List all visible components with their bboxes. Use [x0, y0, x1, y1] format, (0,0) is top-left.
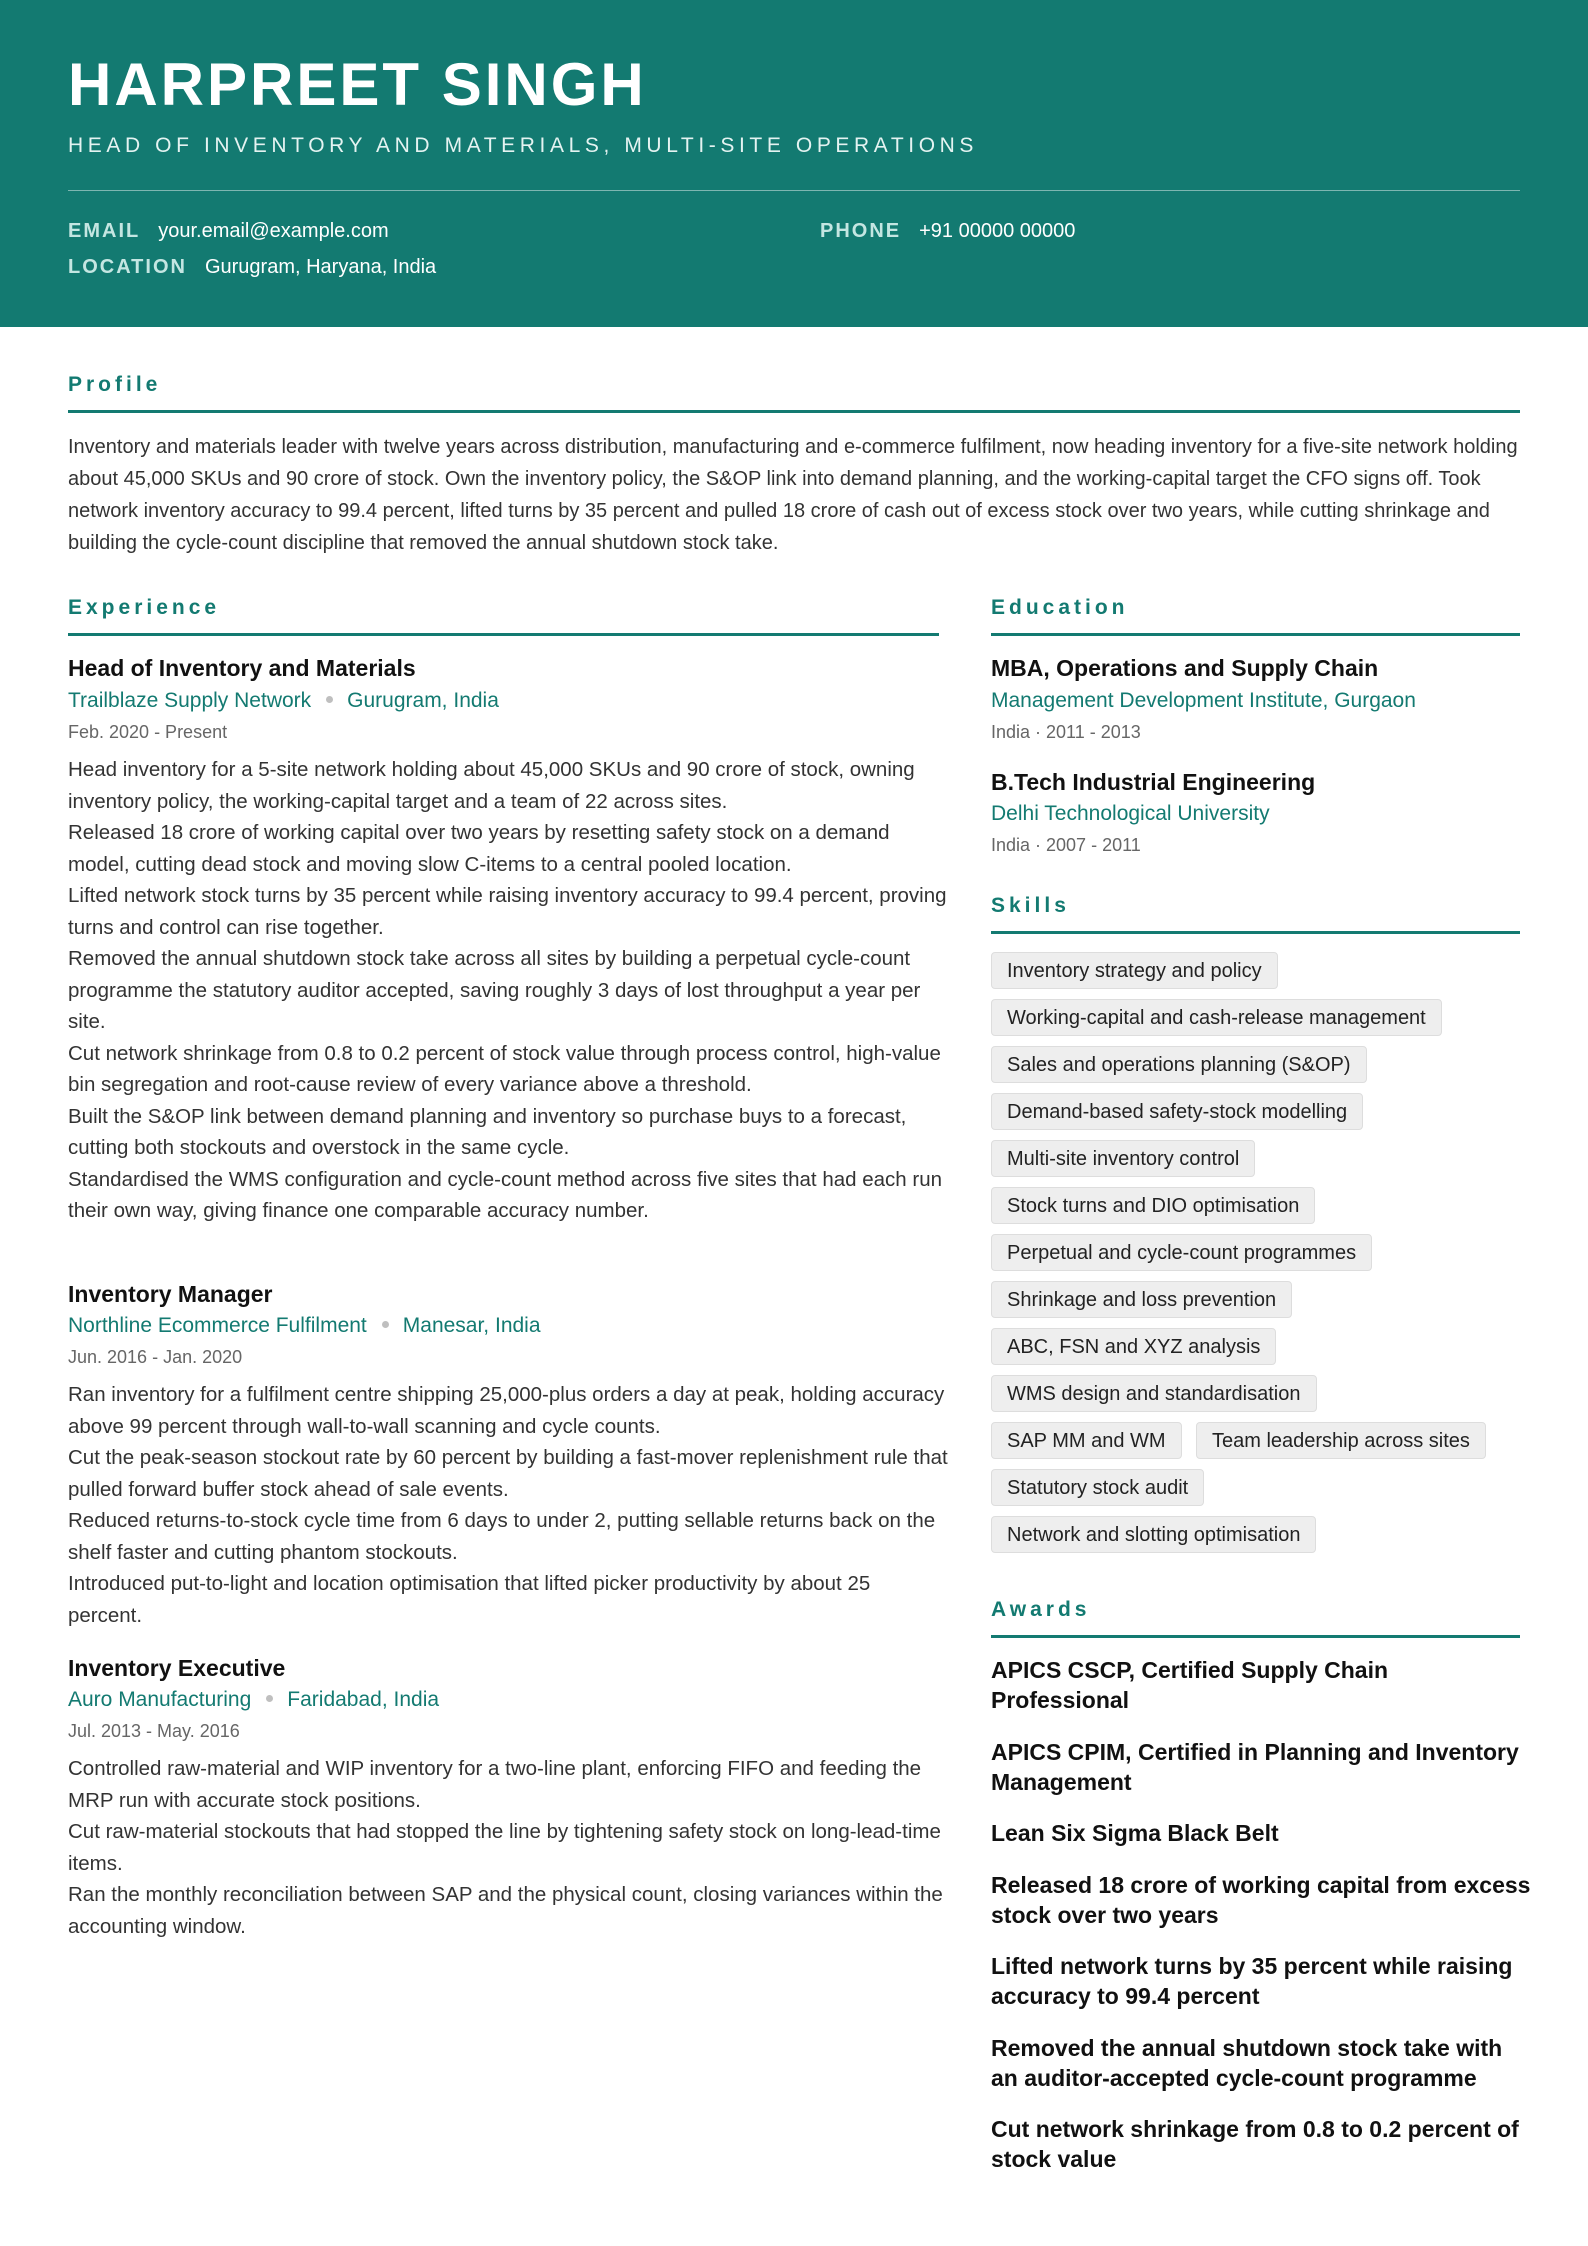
edu-degree: MBA, Operations and Supply Chain — [991, 655, 1379, 681]
profile-rule — [68, 410, 1520, 413]
job-bullet: Ran inventory for a fulfilment centre shipping 25,000-plus orders a day at peak, holding accuracy above 99 percent through wall-to-wall scanning and cycle counts. — [68, 1383, 945, 1438]
skill-chip: Statutory stock audit — [991, 1469, 1204, 1506]
awards-heading: Awards — [991, 1598, 1091, 1621]
award-item: APICS CPIM, Certified in Planning and Inventory Management — [991, 1739, 1519, 1795]
job-bullet: Reduced returns-to-stock cycle time from 6 days to under 2, putting sellable returns back on the shelf faster and cutting phantom stockouts. — [68, 1509, 936, 1564]
job-dates: Feb. 2020 - Present — [68, 722, 228, 742]
job-bullets — [68, 754, 948, 1227]
phone-value[interactable]: +91 00000 00000 — [919, 220, 1076, 242]
separator-dot — [266, 1695, 273, 1702]
award-item: Released 18 crore of working capital from excess stock over two years — [991, 1872, 1531, 1928]
job-dates: Jun. 2016 - Jan. 2020 — [68, 1347, 243, 1367]
skill-chip: Multi-site inventory control — [991, 1140, 1255, 1177]
job-bullets — [68, 1379, 948, 1631]
skill-chip: Sales and operations planning (S&OP) — [991, 1046, 1367, 1083]
awards-rule — [991, 1635, 1520, 1638]
award-item: Lean Six Sigma Black Belt — [991, 1820, 1279, 1846]
skills-heading: Skills — [991, 894, 1070, 917]
job-title: Inventory Executive — [68, 1655, 286, 1681]
job-bullet: Cut the peak-season stockout rate by 60 percent by building a fast-mover replenishment rule that pulled forward buffer stock ahead of sale events. — [68, 1446, 948, 1501]
email-label: EMAIL — [68, 220, 141, 242]
job-bullet: Cut network shrinkage from 0.8 to 0.2 percent of stock value through process control, high-value bin segregation and root-cause review of every variance above a threshold. — [68, 1041, 941, 1096]
job-company: Auro Manufacturing — [68, 1688, 252, 1711]
job-bullet: Released 18 crore of working capital over two years by resetting safety stock on a demand model, cutting dead stock and moving slow C-items to a central pooled location. — [68, 821, 890, 876]
education-heading: Education — [991, 596, 1129, 619]
skill-chip: Inventory strategy and policy — [991, 952, 1278, 989]
job-bullet: Built the S&OP link between demand planning and inventory so purchase buys to a forecast, cutting both stockouts and overstock in the same cycle. — [68, 1104, 907, 1159]
skill-chip: Demand-based safety-stock modelling — [991, 1093, 1363, 1130]
skill-chip: ABC, FSN and XYZ analysis — [991, 1328, 1276, 1365]
job-bullet: Ran the monthly reconciliation between SAP and the physical count, closing variances within the accounting window. — [68, 1883, 943, 1938]
job-location: Gurugram, India — [347, 689, 499, 712]
skill-chip: Working-capital and cash-release management — [991, 999, 1442, 1036]
location-label: LOCATION — [68, 256, 187, 278]
profile-heading: Profile — [68, 373, 162, 396]
education-rule — [991, 633, 1520, 636]
edu-degree: B.Tech Industrial Engineering — [991, 769, 1316, 795]
edu-meta: India · 2007 - 2011 — [991, 835, 1141, 855]
job-bullet: Controlled raw-material and WIP inventory for a two-line plant, enforcing FIFO and feeding the MRP run with accurate stock positions. — [68, 1757, 922, 1812]
edu-meta: India · 2011 - 2013 — [991, 722, 1141, 742]
skill-chip: Stock turns and DIO optimisation — [991, 1187, 1315, 1224]
location-value: Gurugram, Haryana, India — [204, 256, 437, 278]
edu-school: Management Development Institute, Gurgaon — [991, 689, 1416, 712]
skill-chip: SAP MM and WM — [991, 1422, 1182, 1459]
header-divider — [68, 190, 1520, 191]
skill-chip: Perpetual and cycle-count programmes — [991, 1234, 1372, 1271]
job-company-line — [68, 1687, 439, 1713]
job-company: Trailblaze Supply Network — [68, 689, 312, 712]
skills-rule — [991, 931, 1520, 934]
edu-school: Delhi Technological University — [991, 802, 1270, 825]
job-bullet: Head inventory for a 5-site network holding about 45,000 SKUs and 90 crore of stock, owning inventory policy, the working-capital target and a team of 22 across sites. — [68, 758, 915, 813]
candidate-headline: HEAD OF INVENTORY AND MATERIALS, MULTI-SITE OPERATIONS — [68, 134, 979, 157]
award-item: Lifted network turns by 35 percent while raising accuracy to 99.4 percent — [991, 1953, 1513, 2009]
separator-dot — [382, 1321, 389, 1328]
email-value[interactable]: your.email@example.com — [158, 220, 389, 242]
job-bullet: Removed the annual shutdown stock take across all sites by building a perpetual cycle-count programme the statutory auditor accepted, saving roughly 3 days of lost throughput a year per site. — [68, 947, 921, 1033]
job-bullet: Cut raw-material stockouts that had stopped the line by tightening safety stock on long-lead-time items. — [68, 1820, 941, 1875]
contact-email — [68, 218, 389, 244]
header-banner — [0, 0, 1588, 327]
award-item: Removed the annual shutdown stock take with an auditor-accepted cycle-count programme — [991, 2035, 1503, 2091]
experience-heading: Experience — [68, 596, 221, 619]
award-item: Cut network shrinkage from 0.8 to 0.2 percent of stock value — [991, 2116, 1519, 2172]
candidate-name: HARPREET SINGH — [68, 51, 647, 118]
skill-chip: WMS design and standardisation — [991, 1375, 1317, 1412]
separator-dot — [326, 696, 333, 703]
job-location: Manesar, India — [402, 1314, 541, 1337]
skill-chip: Shrinkage and loss prevention — [991, 1281, 1292, 1318]
job-dates: Jul. 2013 - May. 2016 — [68, 1721, 240, 1741]
job-company-line — [68, 688, 499, 714]
skill-chip: Network and slotting optimisation — [991, 1516, 1316, 1553]
experience-rule — [68, 633, 939, 636]
job-bullets — [68, 1753, 948, 1942]
job-company-line — [68, 1313, 541, 1339]
job-bullet: Lifted network stock turns by 35 percent while raising inventory accuracy to 99.4 percent, proving turns and control can rise together. — [68, 884, 947, 939]
job-title: Head of Inventory and Materials — [68, 655, 416, 681]
award-item: APICS CSCP, Certified Supply Chain Professional — [991, 1657, 1389, 1713]
skill-chip: Team leadership across sites — [1196, 1422, 1486, 1459]
phone-label: PHONE — [820, 220, 902, 242]
job-location: Faridabad, India — [287, 1688, 440, 1711]
contact-phone — [820, 218, 1075, 244]
job-bullet: Introduced put-to-light and location optimisation that lifted picker productivity by about 25 percent. — [68, 1572, 871, 1627]
job-bullet: Standardised the WMS configuration and cycle-count method across five sites that had each run their own way, giving finance one comparable accuracy number. — [68, 1167, 943, 1222]
job-company: Northline Ecommerce Fulfilment — [68, 1314, 367, 1337]
profile-summary: Inventory and materials leader with twelve years across distribution, manufacturing and e-commerce fulfilment, now heading inventory for a five-site network holding about 45,000 SKUs and 90 crore of stock. Own the inventory policy, the S&OP link into demand planning, and the working-capital target the CFO signs off. Took network inventory accuracy to 99.4 percent, lifted turns by 35 percent and pulled 18 crore of cash out of excess stock over two years, while cutting shrinkage and building the cycle-count discipline that removed the annual shutdown stock take. — [68, 436, 1518, 554]
contact-location — [68, 254, 436, 280]
job-title: Inventory Manager — [68, 1281, 273, 1307]
